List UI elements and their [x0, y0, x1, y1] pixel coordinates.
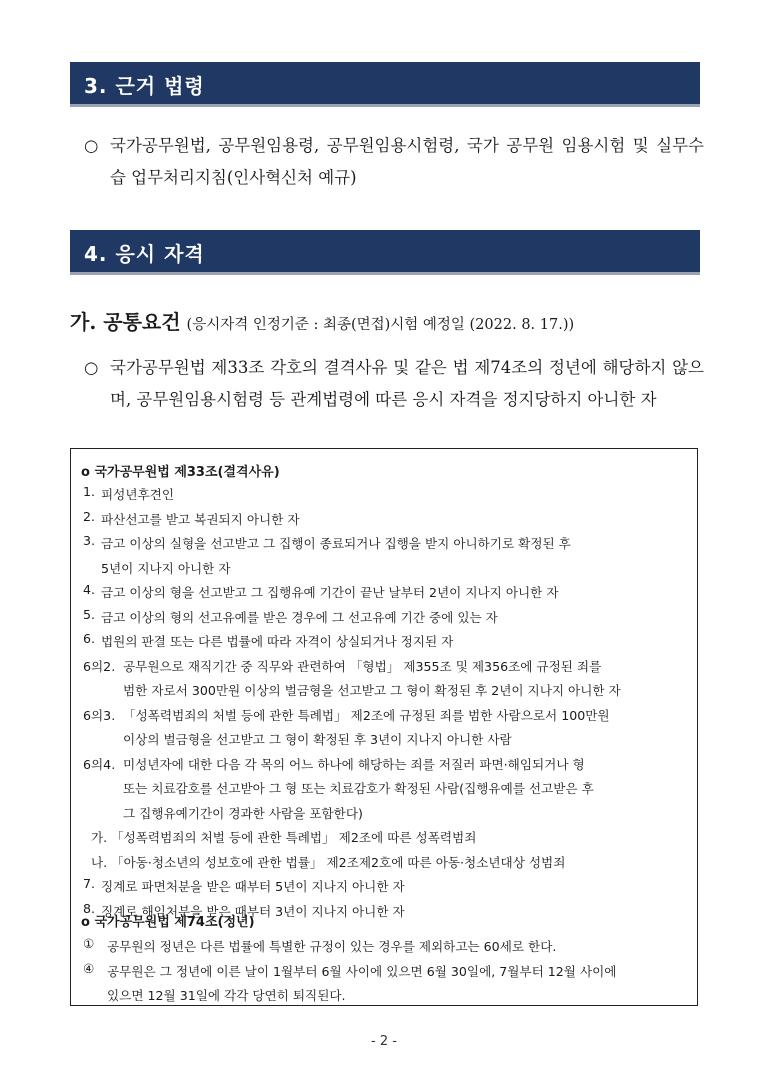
- subsection-title: 가. 공통요건: [70, 310, 181, 334]
- law-item-number: 6의3.: [83, 707, 116, 723]
- law-item-number: 2.: [83, 508, 96, 524]
- common-requirement-text: 국가공무원법 제33조 각호의 결격사유 및 같은 법 제74조의 정년에 해당하지 않으며, 공무원임용시험령 등 관계법령에 따른 응시 자격을 정지당하지 아니한 자: [110, 358, 704, 409]
- common-requirement-item: [84, 352, 704, 416]
- law-item-number: 1.: [83, 484, 96, 499]
- law-item-text: 이상의 벌금형을 선고받고 그 형이 확정된 후 3년이 지나지 아니한 사람: [123, 732, 512, 747]
- section-3-header: [70, 62, 700, 104]
- law-74-heading: o 국가공무원법 제74조(정년): [81, 915, 255, 930]
- law-item-text: 「아동·청소년의 성보호에 관한 법률」 제2조제2호에 따른 아동·청소년대상 성범죄: [111, 854, 566, 870]
- law-item-text: 피성년후견인: [101, 487, 174, 502]
- subsection-common-requirements: [70, 306, 710, 335]
- circle-bullet-icon: ○: [84, 358, 99, 377]
- law-item-number: 6의2.: [83, 658, 116, 674]
- law-item-text: 「성폭력범죄의 처벌 등에 관한 특례법」 제2조에 규정된 죄를 범한 사람으로서 100만원: [123, 707, 610, 723]
- law-item-text: 범한 자로서 300만원 이상의 벌금형을 선고받고 그 형이 확정된 후 2년이 지나지 아니한 자: [123, 683, 621, 698]
- law-item-text: 5년이 지나지 아니한 자: [101, 560, 231, 576]
- law-item-number: ④: [83, 960, 95, 976]
- law-33-heading: o 국가공무원법 제33조(결격사유): [81, 465, 280, 480]
- basis-text: 국가공무원법, 공무원임용령, 공무원임용시험령, 국가 공무원 임용시험 및 실무수습 업무처리지침(인사혁신처 예규): [110, 136, 704, 187]
- law-item-number: 8.: [83, 900, 96, 916]
- law-item-text: 징계로 파면처분을 받은 때부터 5년이 지나지 아니한 자: [101, 879, 405, 894]
- law-item-number: 나.: [91, 854, 108, 870]
- law-item-text: 미성년자에 대한 다음 각 목의 어느 하나에 해당하는 죄를 저질러 파면·해임되거나 형: [123, 756, 585, 772]
- page-number: - 2 -: [371, 1034, 397, 1049]
- law-item-number: ①: [83, 936, 95, 951]
- basis-item: [84, 130, 704, 194]
- law-item-text: 「성폭력범죄의 처벌 등에 관한 특례법」 제2조에 따른 성폭력범죄: [111, 830, 477, 845]
- law-item-text: 금고 이상의 형의 선고유예를 받은 경우에 그 선고유예 기간 중에 있는 자: [101, 609, 498, 625]
- law-item-text: 법원의 판결 또는 다른 법률에 따라 자격이 상실되거나 정지된 자: [101, 634, 454, 649]
- section-4-header: [70, 230, 700, 272]
- law-item-text: 징계로 해임처분을 받은 때부터 3년이 지나지 아니한 자: [101, 903, 405, 919]
- law-item-number: 6의4.: [83, 756, 116, 772]
- law-item-text: 금고 이상의 실형을 선고받고 그 집행이 종료되거나 집행을 받지 아니하기로 확정된 후: [101, 536, 571, 551]
- law-item-text: 공무원으로 재직기간 중 직무와 관련하여 「형법」 제355조 및 제356조에 규정된 죄를: [123, 658, 602, 674]
- law-item-number: 7.: [83, 876, 96, 891]
- law-item-text: 또는 치료감호를 선고받아 그 형 또는 치료감호가 확정된 사람(집행유예를 선고받은 후: [123, 781, 594, 796]
- law-item-text: 있으면 12월 31일에 각각 당연히 퇴직된다.: [107, 988, 346, 1003]
- law-item-number: 5.: [83, 606, 96, 622]
- law-item-number: 4.: [83, 582, 96, 597]
- law-item-text: 금고 이상의 형을 선고받고 그 집행유예 기간이 끝난 날부터 2년이 지나지 아니한 자: [101, 585, 559, 600]
- law-reference-box: [70, 448, 698, 1006]
- circle-bullet-icon: ○: [84, 136, 99, 155]
- law-item-text: 공무원의 정년은 다른 법률에 특별한 규정이 있는 경우를 제외하고는 60세로 한다.: [107, 939, 557, 954]
- law-item-number: 가.: [91, 830, 108, 845]
- section-4-title: 4. 응시 자격: [84, 242, 205, 266]
- law-item-number: 6.: [83, 631, 96, 646]
- law-item-text: 공무원은 그 정년에 이른 날이 1월부터 6월 사이에 있으면 6월 30일에, 7월부터 12월 사이에: [107, 963, 617, 979]
- law-item-number: 3.: [83, 533, 96, 548]
- subsection-note: (응시자격 인정기준 : 최종(면접)시험 예정일 (2022. 8. 17.)): [186, 317, 575, 333]
- law-item-text: 파산선고를 받고 복권되지 아니한 자: [101, 511, 300, 527]
- law-item-text: 그 집행유예기간이 경과한 사람을 포함한다): [123, 805, 363, 821]
- section-3-title: 3. 근거 법령: [84, 74, 205, 98]
